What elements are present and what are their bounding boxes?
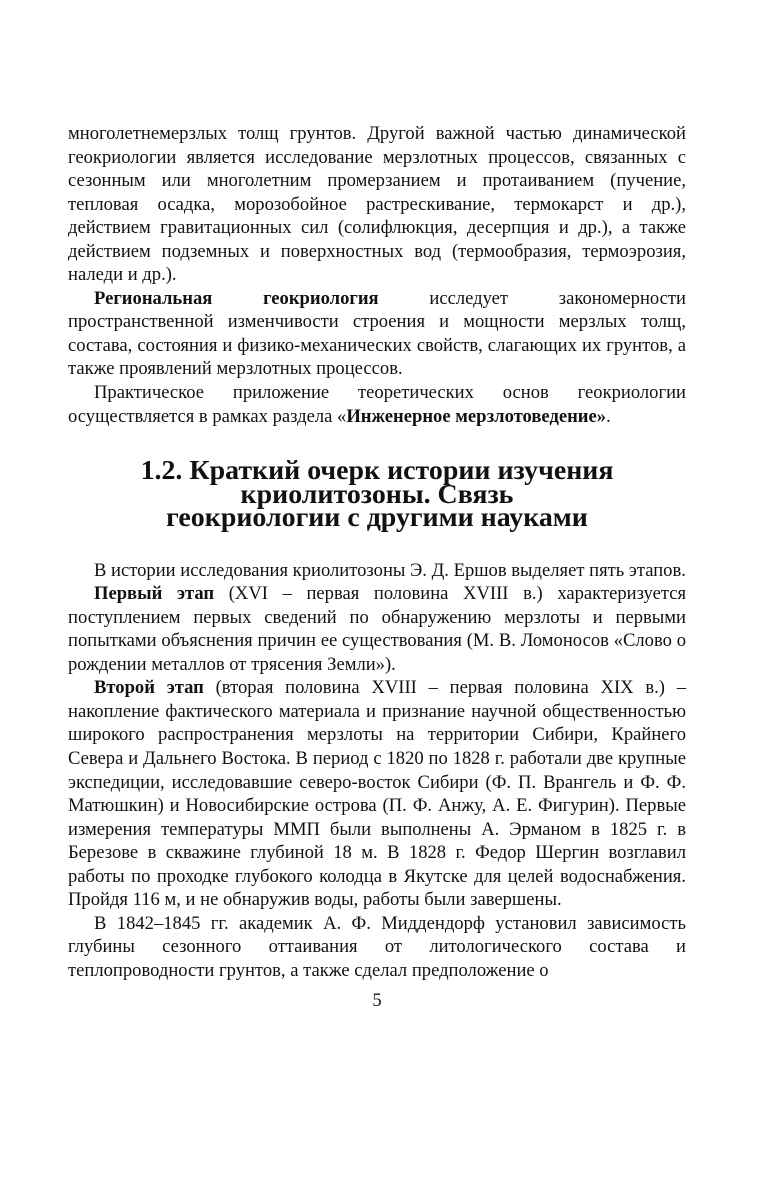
section-heading-line-1: 1.2. Краткий очерк истории изучения криолитозоны. Связь [140,455,614,510]
paragraph-text: (XVI – первая половина XVIII в.) характеризуется поступлением первых сведений по обнаружению мерзлоты и первыми попытками объяснения причин ее существования (М. В. Ломоносов «Слово о рождении металлов от трясения Земли»). [68,583,686,675]
paragraph-history-intro [68,559,686,583]
term-bold: Второй этап [94,677,204,699]
paragraph-middendorf [68,912,686,983]
section-heading-line-2: геокриологии с другими науками [166,502,588,534]
paragraph-text: многолетнемерзлых толщ грунтов. Другой важной частью динамической геокриологии является исследование мерзлотных процессов, связанных с сезонным или многолетним промерзанием и протаиванием (пучение, тепловая осадка, морозобойное растрескивание, термокарст и др.), действием гравитационных сил (солифлюкция, десерпция и др.), а также действием подземных и поверхностных вод (термообразия, термоэрозия, наледи и др.). [68,123,686,286]
spacer [68,530,686,559]
term-bold: Первый этап [94,583,215,605]
paragraph-regional-geocryology [68,287,686,381]
paragraph-second-stage [68,676,686,911]
paragraph-text: исследует закономерности пространственной изменчивости строения и мощности мерзлых толщ, состава, состояния и физико-механических свойств, слагающих их грунтов, а также проявлений мерзлотных процессов. [68,287,686,380]
page-number: 5 [372,990,382,1012]
page-body [68,122,686,1013]
paragraph-practical-application [68,381,686,428]
paragraph-first-stage [68,582,686,676]
paragraph-text: Практическое приложение теоретических основ геокриологии осуществляется в рамках раздела « [68,382,686,427]
section-heading [68,455,686,534]
paragraph-text: В 1842–1845 гг. академик А. Ф. Миддендорф установил зависимость глубины сезонного оттаивания от литологического состава и теплопроводности грунтов, а также сделал предположение о [68,912,686,981]
paragraph-text-end: . [606,405,611,427]
paragraph-text: (вторая половина XVIII – первая половина XIX в.) – накопление фактического материала и признание научной общественностью широкого распространения мерзлоты на территории Сибири, Крайнего Севера и Дальнего Востока. В период с 1820 по 1828 г. работали две крупные экспедиции, исследовавшие северо-восток Сибири (Ф. П. Врангель и Ф. Ф. Матюшкин) и Новосибирские острова (П. Ф. Анжу, А. Е. Фигурин). Первые измерения температуры ММП были выполнены А. Эрманом в 1825 г. в Березове в скважине глубиной 18 м. В 1828 г. Федор Шергин возглавил работы по проходке глубокого колодца в Якутске для целей водоснабжения. Пройдя 116 м, и не обнаружив воды, работы были завершены. [68,677,686,911]
term-bold: Региональная геокриология [94,287,379,309]
term-bold: Инженерное мерзлотоведение» [346,405,607,427]
paragraph-text: В истории исследования криолитозоны Э. Д. Ершов выделяет пять этапов. [94,559,686,581]
paragraph-dynamic-geocryology [68,122,686,287]
